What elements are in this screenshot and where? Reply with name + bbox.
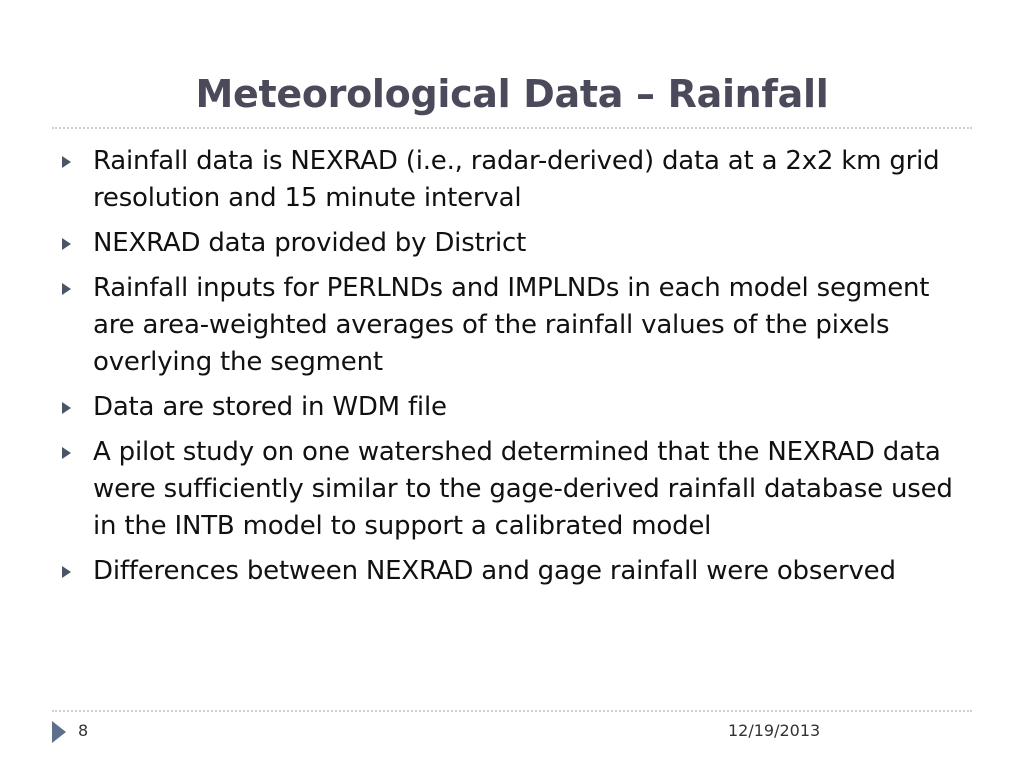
- bullet-arrow-icon: [62, 238, 71, 250]
- bullet-item: [62, 434, 962, 545]
- bullet-text: Differences between NEXRAD and gage rainfall were observed: [93, 556, 896, 586]
- bullet-item: [62, 225, 962, 262]
- footer-divider: [52, 710, 972, 712]
- bullet-arrow-icon: [62, 156, 71, 168]
- bullet-text: Rainfall data is NEXRAD (i.e., radar-derived) data at a 2x2 km grid resolution and 15 minute interval: [93, 146, 940, 213]
- bullet-list: [62, 143, 962, 598]
- slide-title: Meteorological Data – Rainfall: [195, 72, 829, 116]
- bullet-item: [62, 143, 962, 217]
- footer-arrow-icon: [52, 721, 66, 743]
- bullet-arrow-icon: [62, 283, 71, 295]
- bullet-text: NEXRAD data provided by District: [93, 228, 527, 258]
- bullet-arrow-icon: [62, 566, 71, 578]
- footer-date: 12/19/2013: [728, 721, 821, 740]
- bullet-item: [62, 389, 962, 426]
- page-number: 8: [78, 721, 89, 740]
- bullet-text: A pilot study on one watershed determined that the NEXRAD data were sufficiently similar to the gage-derived rainfall database used in the INTB model to support a calibrated model: [93, 437, 953, 541]
- bullet-item: [62, 270, 962, 381]
- title-divider: [52, 127, 972, 129]
- bullet-arrow-icon: [62, 402, 71, 414]
- bullet-item: [62, 553, 962, 590]
- bullet-text: Data are stored in WDM file: [93, 392, 447, 422]
- bullet-text: Rainfall inputs for PERLNDs and IMPLNDs in each model segment are area-weighted averages of the rainfall values of the pixels overlying the segment: [93, 273, 930, 377]
- bullet-arrow-icon: [62, 447, 71, 459]
